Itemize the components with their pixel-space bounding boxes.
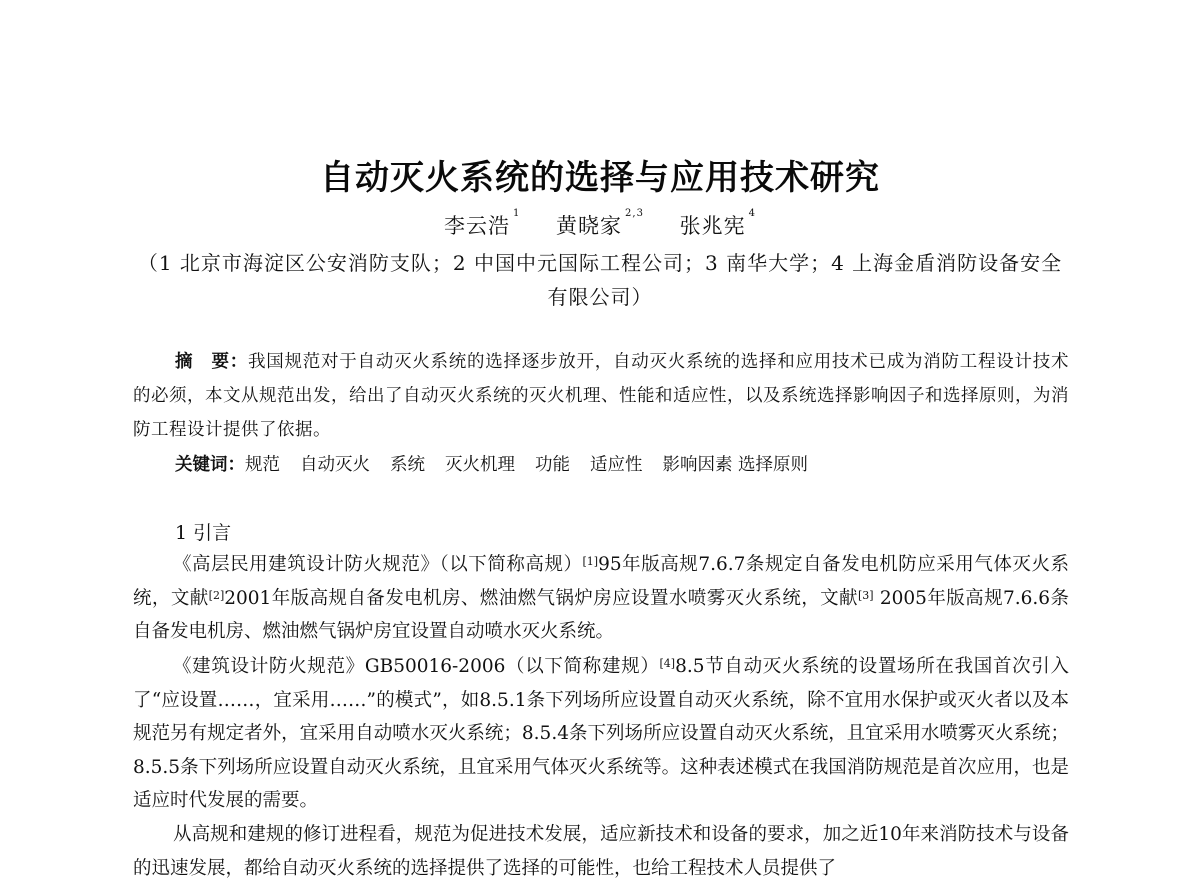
abstract-label: 摘 要： xyxy=(175,352,248,372)
keyword: 自动灭火 xyxy=(300,455,370,475)
keyword: 规范 xyxy=(245,455,280,475)
abstract-text: 我国规范对于自动灭火系统的选择逐步放开，自动灭火系统的选择和应用技术已成为消防工程设计技术的必须，本文从规范出发，给出了自动灭火系统的灭火机理、性能和适应性，以及系统选择影响因子和选择原则，为消防工程设计提供了依据。 xyxy=(133,352,1069,440)
paper-title: 自动灭火系统的选择与应用技术研究 xyxy=(320,158,880,198)
author-list xyxy=(0,210,1200,240)
citation[interactable]: [4] xyxy=(659,657,676,670)
author xyxy=(679,208,757,238)
citation[interactable]: [3] xyxy=(857,588,874,602)
author-affiliation-mark: 4 xyxy=(748,208,757,219)
paragraph-text: 2001年版高规自备发电机房、燃油燃气锅炉房应设置水喷雾灭火系统，文献 xyxy=(224,587,858,609)
section-heading: 1 引言 xyxy=(175,522,232,544)
body-paragraph xyxy=(133,548,1069,649)
author xyxy=(443,208,521,238)
paragraph-text: 《高层民用建筑设计防火规范》（以下简称高规） xyxy=(173,554,583,575)
body-paragraph: 从高规和建规的修订进程看，规范为促进技术发展，适应新技术和设备的要求，加之近10年来消防技术与设备的迅速发展，都给自动灭火系统的选择提供了选择的可能性，也给工程技术人员提供了 xyxy=(133,824,1069,879)
body-paragraph xyxy=(133,650,1069,818)
keyword: 功能 xyxy=(535,455,570,475)
author-affiliation-mark: 2,3 xyxy=(625,208,644,219)
citation[interactable]: [2] xyxy=(208,588,225,602)
paragraph-text: 《建筑设计防火规范》GB50016-2006（以下简称建规） xyxy=(173,656,660,677)
paragraph-text: 2005年版高规7.6.6条自备发电机房、燃油燃气锅炉房宜设置自动喷水灭火系统。 xyxy=(133,587,1069,642)
paragraph-text: 8.5节自动灭火系统的设置场所在我国首次引入了“应设置……，宜采用……”的模式”，如8.5.1条下列场所应设置自动灭火系统，除不宜用水保护或灭火者以及本规范另有规定者外，宜采用自动喷水灭火系统；8.5.4条下列场所应设置自动灭火系统，且宜采用水喷雾灭火系统；8.5.5条下列场所应设置自动灭火系统，且宜采用气体灭火系统等。这种表述模式在我国消防规范是首次应用，也是适应时代发展的需要。 xyxy=(133,656,1069,811)
keywords xyxy=(175,448,828,482)
affiliation: （1 北京市海淀区公安消防支队；2 中国中元国际工程公司；3 南华大学；4 上海金盾消防设备安全有限公司） xyxy=(137,251,1063,309)
paragraph-text: 95年版高规7.6.7条规定自备发电机防应采用气体灭火系统，文献 xyxy=(133,554,1069,609)
author-name: 张兆宪 xyxy=(679,214,746,238)
author-affiliation-mark: 1 xyxy=(512,208,521,219)
keyword: 灭火机理 xyxy=(445,455,515,475)
author-name: 李云浩 xyxy=(443,214,510,238)
abstract xyxy=(133,345,1069,447)
keywords-label: 关键词： xyxy=(175,455,245,475)
keyword: 影响因素 选择原则 xyxy=(662,455,809,475)
author xyxy=(556,208,644,238)
keyword: 适应性 xyxy=(590,455,643,475)
author-name: 黄晓家 xyxy=(556,214,623,238)
keyword: 系统 xyxy=(390,455,425,475)
citation[interactable]: [1] xyxy=(582,555,599,568)
